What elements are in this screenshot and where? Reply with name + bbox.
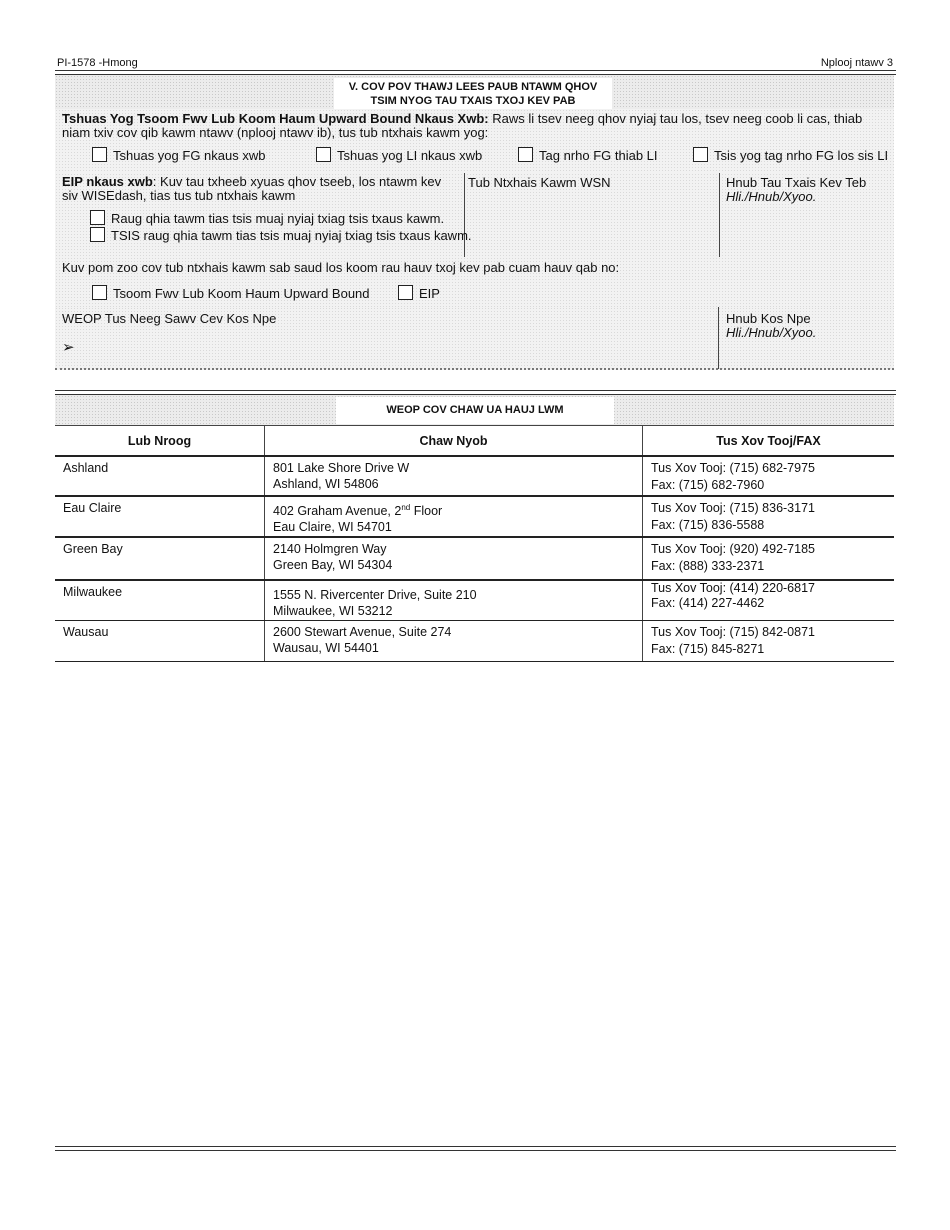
column-header-address: Chaw Nyob <box>265 426 643 457</box>
weop-signature-label: WEOP Tus Neeg Sawv Cev Kos Npe <box>62 311 277 326</box>
checkbox-label: Tshuas yog FG nkaus xwb <box>113 148 266 163</box>
checkbox-label: Tsis yog tag nrho FG los sis LI <box>714 148 889 163</box>
address-cell <box>265 456 643 496</box>
checkbox-box[interactable] <box>693 147 708 162</box>
checkbox-box[interactable] <box>518 147 533 162</box>
checkbox-box[interactable] <box>92 147 107 162</box>
recommend-text: Kuv pom zoo cov tub ntxhais kawm sab saud los koom rau hauv txoj kev pab cuam hauv qab no: <box>62 260 620 275</box>
city-cell: Milwaukee <box>55 580 265 620</box>
table-row <box>55 456 894 496</box>
phone-line: Tus Xov Tooj: (414) 220-6817 <box>651 581 815 595</box>
fax-line: Fax: (715) 836-5588 <box>651 518 765 532</box>
phone-fax-cell <box>643 456 895 496</box>
checkbox-label: TSIS raug qhia tawm tias tsis muaj nyiaj txiag tsis txaus kawm. <box>111 228 472 243</box>
section-v-title <box>334 78 612 110</box>
sign-date-label: Hnub Kos Npe <box>726 311 811 326</box>
checkbox-eip[interactable] <box>398 285 440 301</box>
checkbox-li-only[interactable] <box>316 147 482 163</box>
form-id: PI-1578 -Hmong <box>57 57 138 69</box>
eip-divider-2 <box>719 173 720 257</box>
phone-fax-cell <box>643 537 895 580</box>
fax-line: Fax: (888) 333-2371 <box>651 559 765 573</box>
section-v-title-line1: V. COV POV THAWJ LEES PAUB NTAWM QHOV <box>348 81 598 93</box>
table-row <box>55 496 894 537</box>
eip-option-not-disadvantaged[interactable] <box>90 227 472 243</box>
table-header-row <box>55 426 894 457</box>
arrow-icon: ➢ <box>62 339 75 356</box>
phone-fax-cell <box>643 496 895 537</box>
address-cell <box>265 496 643 537</box>
address-line1: 2600 Stewart Avenue, Suite 274 <box>273 624 452 639</box>
eip-option-disadvantaged[interactable] <box>90 210 444 226</box>
address-ordinal: nd <box>401 503 411 512</box>
phone-line: Tus Xov Tooj: (715) 836-3171 <box>651 501 815 515</box>
offices-table <box>55 425 894 662</box>
eip-description: : Kuv tau txheeb xyuas qhov tseeb, los ntawm kev siv WISEdash, tias tus tub ntxhais kawm <box>62 174 442 203</box>
address-line2: Green Bay, WI 54304 <box>273 558 393 572</box>
checkbox-label: Raug qhia tawm tias tsis muaj nyiaj txiag tsis txaus kawm. <box>111 211 445 226</box>
receipt-date-format: Hli./Hnub/Xyoo. <box>726 189 817 204</box>
city-cell: Green Bay <box>55 537 265 580</box>
address-line1-main: 402 Graham Avenue, 2 <box>273 504 402 519</box>
city-cell: Ashland <box>55 456 265 496</box>
checkbox-neither[interactable] <box>693 147 888 163</box>
fax-line: Fax: (715) 845-8271 <box>651 641 765 656</box>
signature-field[interactable] <box>85 330 710 360</box>
checkbox-box[interactable] <box>90 227 105 242</box>
address-line2: Milwaukee, WI 53212 <box>273 604 393 618</box>
address-line2: Wausau, WI 54401 <box>273 640 379 655</box>
address-line1: 2140 Holmgren Way <box>273 542 387 556</box>
phone-fax-cell <box>643 620 895 661</box>
checkbox-fg-only[interactable] <box>92 147 265 163</box>
receipt-date-label: Hnub Tau Txais Kev Teb <box>726 175 867 190</box>
upward-bound-heading: Tshuas Yog Tsoom Fwv Lub Koom Haum Upward Bound Nkaus Xwb: <box>62 111 489 126</box>
phone-line: Tus Xov Tooj: (920) 492-7185 <box>651 542 815 556</box>
address-cell <box>265 537 643 580</box>
fax-line: Fax: (715) 682-7960 <box>651 478 765 492</box>
address-cell <box>265 580 643 620</box>
checkbox-box[interactable] <box>90 210 105 225</box>
wsn-label: Tub Ntxhais Kawm WSN <box>468 175 611 190</box>
checkbox-box[interactable] <box>92 285 107 300</box>
address-line1-tail: Floor <box>410 504 443 519</box>
eip-heading: EIP nkaus xwb <box>62 174 153 189</box>
signature-divider <box>718 307 719 369</box>
phone-line: Tus Xov Tooj: (715) 842-0871 <box>651 624 815 639</box>
address-line1: 1555 N. Rivercenter Drive, Suite 210 <box>273 588 477 602</box>
upward-bound-text <box>62 112 888 140</box>
table-row <box>55 620 894 661</box>
wsn-field[interactable] <box>472 192 716 252</box>
sign-date-format: Hli./Hnub/Xyoo. <box>726 325 817 340</box>
address-line2: Ashland, WI 54806 <box>273 477 379 491</box>
checkbox-upward-bound[interactable] <box>92 285 370 301</box>
city-cell: Eau Claire <box>55 496 265 537</box>
eip-divider-1 <box>464 173 465 257</box>
phone-line: Tus Xov Tooj: (715) 682-7975 <box>651 461 815 475</box>
checkbox-box[interactable] <box>398 285 413 300</box>
city-cell: Wausau <box>55 620 265 661</box>
fax-line: Fax: (414) 227-4462 <box>651 596 765 610</box>
checkbox-label: Tshuas yog LI nkaus xwb <box>337 148 483 163</box>
checkbox-label: Tag nrho FG thiab LI <box>539 148 658 163</box>
column-header-city: Lub Nroog <box>55 426 265 457</box>
address-line2: Eau Claire, WI 54701 <box>273 520 392 535</box>
upward-bound-description: Raws li tsev neeg qhov nyiaj tau los, tsev neeg coob li cas, thiab niam txiv cov qib kawm ntawv (nplooj ntawv ib), tus tub ntxhais kawm yog: <box>62 111 863 140</box>
table-row <box>55 580 894 620</box>
column-header-phone-fax: Tus Xov Tooj/FAX <box>643 426 895 457</box>
checkbox-label: Tsoom Fwv Lub Koom Haum Upward Bound <box>113 286 370 301</box>
address-line1 <box>273 500 634 519</box>
address-line1: 801 Lake Shore Drive W <box>273 461 410 475</box>
eip-statement <box>62 175 457 203</box>
footer-double-rule <box>55 1146 896 1151</box>
checkbox-fg-and-li[interactable] <box>518 147 658 163</box>
address-cell <box>265 620 643 661</box>
checkbox-label: EIP <box>419 286 440 301</box>
phone-fax-cell <box>643 580 895 620</box>
table-row <box>55 537 894 580</box>
section-v-title-line2: TSIM NYOG TAU TXAIS TXOJ KEV PAB <box>370 95 576 107</box>
offices-title: WEOP COV CHAW UA HAUJ LWM <box>336 397 614 424</box>
checkbox-box[interactable] <box>316 147 331 162</box>
page-number: Nplooj ntawv 3 <box>820 57 893 69</box>
